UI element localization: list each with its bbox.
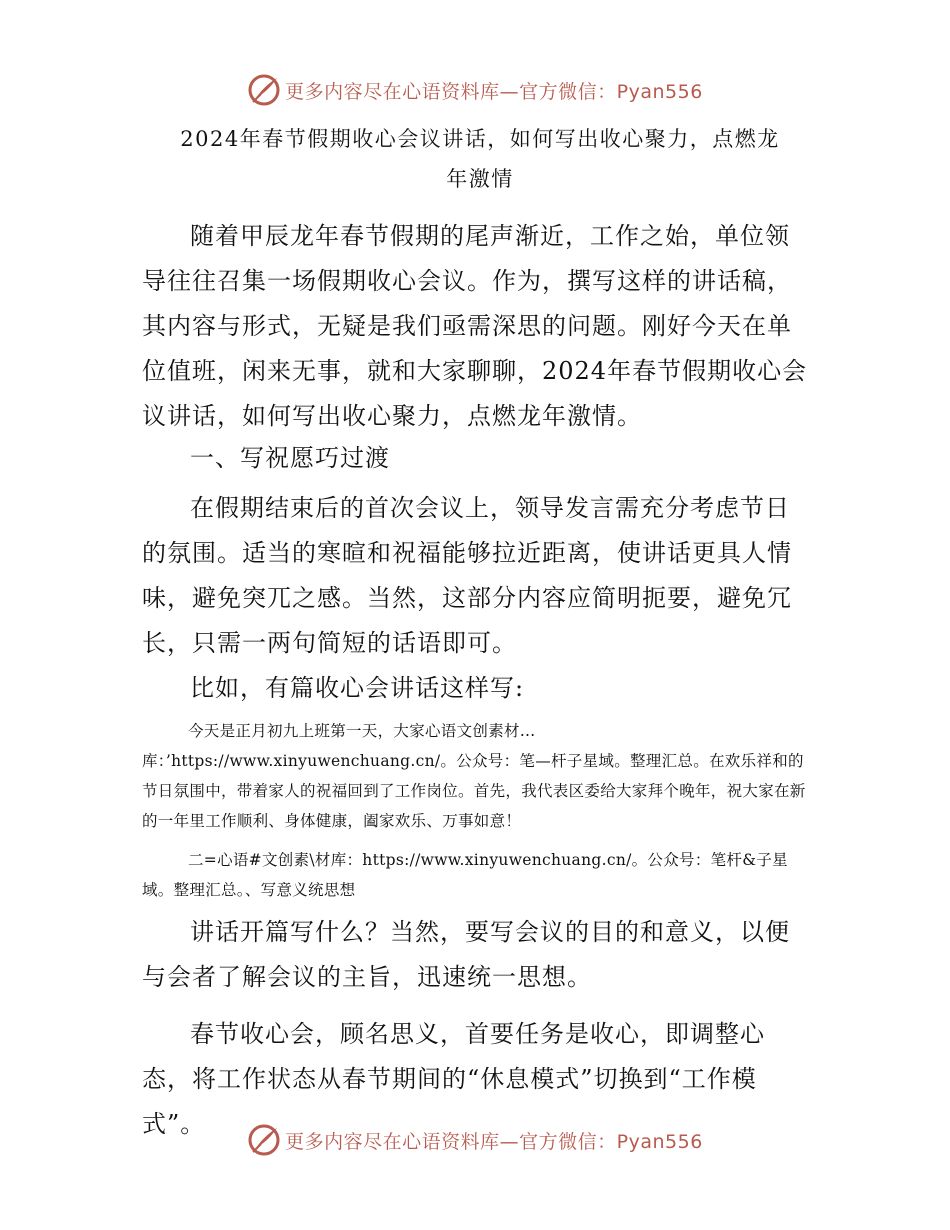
section-1-paragraph: 在假期结束后的首次会议上，领导发言需充分考虑节日的氛围。适当的寒暄和祝福能够拉近距离，使讲话更具人情味，避免突兀之感。当然，这部分内容应简明扼要，避免冗长，只需一两句简短的话语即可。 [142, 494, 792, 657]
quote-paragraph-2: 二=心语#文创素\材库：https://www.xinyuwenchuang.cn/。公众号：笔杆&子星域。整理汇总。、写意义统思想 [142, 851, 788, 899]
quote-paragraph-1: 今天是正月初九上班第一天，大家心语文创素材…库：’https://www.xinyuwenchuang.cn/。公众号：笔—杆子星域。整理汇总。在欢乐祥和的节日氛围中，带着家人的祝福回到了工作岗位。首先，我代表区委给大家拜个晚年，祝大家在新的一年里工作顺利、身体健康，阖家欢乐、万事如意！ [142, 722, 806, 830]
intro-paragraph: 随着甲辰龙年春节假期的尾声渐近，工作之始，单位领导往往召集一场假期收心会议。作为，撰写这样的讲话稿，其内容与形式，无疑是我们亟需深思的问题。刚好今天在单位值班，闲来无事，就和大家聊聊，2024年春节假期收心会议讲话，如何写出收心聚力，点燃龙年激情。 [142, 222, 808, 430]
meaning-paragraph: 讲话开篇写什么？当然，要写会议的目的和意义，以便与会者了解会议的主旨，迅速统一思想。 [142, 918, 790, 991]
header-watermark-banner [0, 70, 950, 110]
document-title [130, 119, 830, 199]
title-line-1: 2024年春节假期收心会议讲话，如何写出收心聚力，点燃龙 [180, 127, 780, 151]
title-line-2: 年激情 [446, 167, 514, 191]
feather-pen-circle-icon [247, 1123, 281, 1157]
banner-text: 更多内容尽在心语资料库—官方微信：Pyan556 [285, 1130, 703, 1153]
example-lead-paragraph: 比如，有篇收心会讲话这样写: [190, 674, 525, 702]
section-1-heading: 一、写祝愿巧过渡 [190, 444, 390, 472]
banner-text: 更多内容尽在心语资料库—官方微信：Pyan556 [285, 80, 703, 103]
footer-watermark-banner [0, 1120, 950, 1160]
feather-pen-circle-icon [247, 73, 281, 107]
spring-festival-paragraph: 春节收心会，顾名思义，首要任务是收心，即调整心态，将工作状态从春节期间的“休息模式”切换到“工作模式”。 [142, 1020, 765, 1138]
